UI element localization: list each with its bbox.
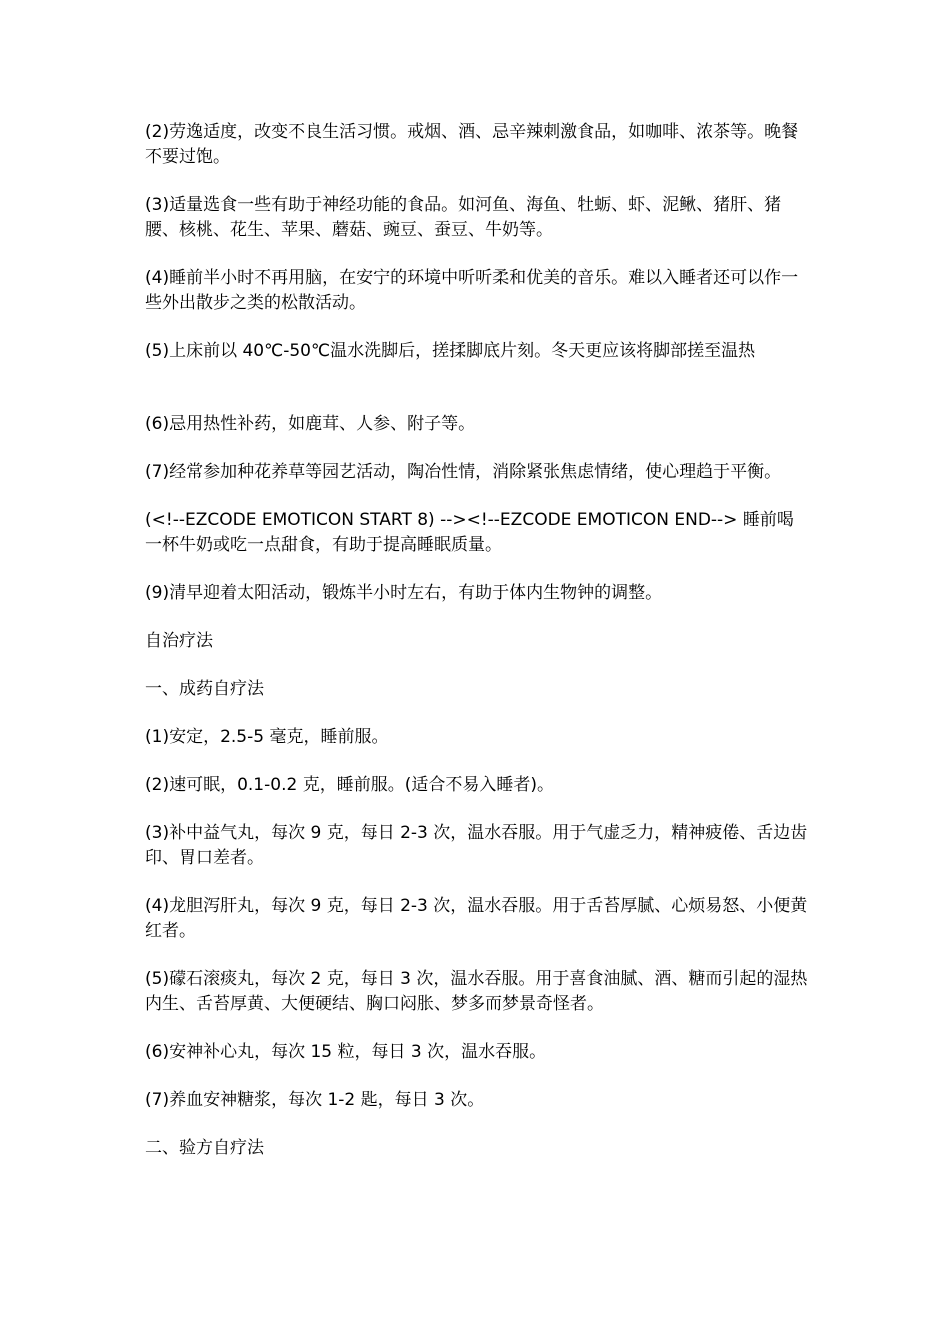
medicine-item-2: (2)速可眠，0.1-0.2 克，睡前服。(适合不易入睡者)。 xyxy=(145,775,554,795)
subsection-heading-prescription: 二、验方自疗法 xyxy=(145,1138,264,1158)
medicine-item-1: (1)安定，2.5-5 毫克，睡前服。 xyxy=(145,727,389,747)
medicine-item-4: (4)龙胆泻肝丸，每次 9 克，每日 2-3 次，温水吞服。用于舌苔厚腻、心烦易怒、小便黄红者。 xyxy=(145,896,808,941)
medicine-item-5: (5)礞石滚痰丸，每次 2 克，每日 3 次，温水吞服。用于喜食油腻、酒、糖而引起的湿热内生、舌苔厚黄、大便硬结、胸口闷胀、梦多而梦景奇怪者。 xyxy=(145,969,808,1014)
paragraph-item-7: (7)经常参加种花养草等园艺活动，陶冶性情，消除紧张焦虑情绪，使心理趋于平衡。 xyxy=(145,462,782,482)
paragraph-item-6: (6)忌用热性补药，如鹿茸、人参、附子等。 xyxy=(145,414,476,434)
paragraph-item-2: (2)劳逸适度，改变不良生活习惯。戒烟、酒、忌辛辣刺激食品，如咖啡、浓茶等。晚餐不要过饱。 xyxy=(145,122,799,167)
section-heading-self-treatment: 自治疗法 xyxy=(145,631,213,651)
paragraph-item-5: (5)上床前以 40℃-50℃温水洗脚后，搓揉脚底片刻。冬天更应该将脚部搓至温热 xyxy=(145,341,756,361)
medicine-item-6: (6)安神补心丸，每次 15 粒，每日 3 次，温水吞服。 xyxy=(145,1042,547,1062)
subsection-heading-patent-medicine: 一、成药自疗法 xyxy=(145,679,264,699)
medicine-item-3: (3)补中益气丸，每次 9 克，每日 2-3 次，温水吞服。用于气虚乏力，精神疲倦、舌边齿印、胃口差者。 xyxy=(145,823,808,868)
paragraph-item-4: (4)睡前半小时不再用脑，在安宁的环境中听听柔和优美的音乐。难以入睡者还可以作一些外出散步之类的松散活动。 xyxy=(145,268,799,313)
medicine-item-7: (7)养血安神糖浆，每次 1-2 匙，每日 3 次。 xyxy=(145,1090,485,1110)
paragraph-item-9: (9)清早迎着太阳活动，锻炼半小时左右，有助于体内生物钟的调整。 xyxy=(145,583,663,603)
paragraph-item-8: (<!--EZCODE EMOTICON START 8) --><!--EZCODE EMOTICON END--> 睡前喝一杯牛奶或吃一点甜食，有助于提高睡眠质量。 xyxy=(145,510,794,555)
document-body xyxy=(145,120,810,1184)
paragraph-item-3: (3)适量选食一些有助于神经功能的食品。如河鱼、海鱼、牡蛎、虾、泥鳅、猪肝、猪腰、核桃、花生、苹果、蘑菇、豌豆、蚕豆、牛奶等。 xyxy=(145,195,782,240)
